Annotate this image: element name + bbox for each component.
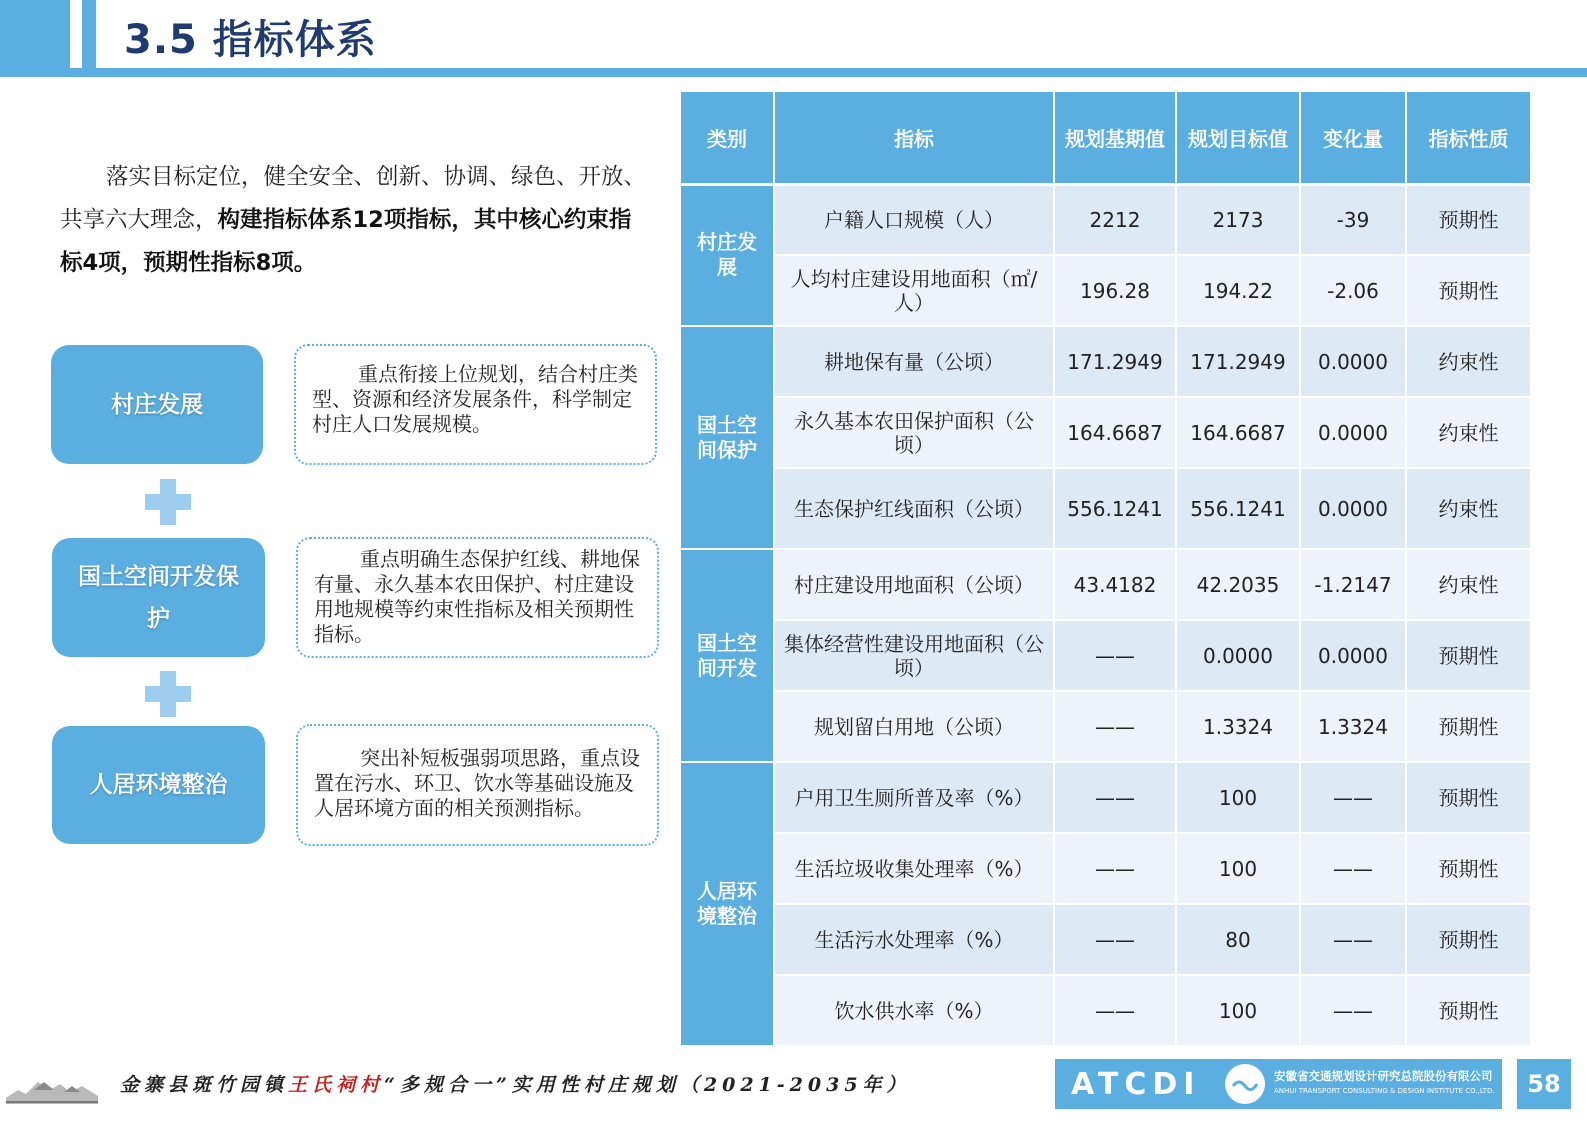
table-group-cell: 人居环境整治: [681, 762, 774, 1046]
table-cell: ——: [1054, 691, 1176, 762]
company-name-cn: 安徽省交通规划设计研究总院股份有限公司: [1274, 1069, 1493, 1083]
table-group-cell: 国土空间保护: [681, 326, 774, 549]
table-cell: 预期性: [1406, 255, 1531, 326]
table-cell: 0.0000: [1300, 326, 1406, 397]
table-cell: 164.6687: [1054, 397, 1176, 468]
table-cell: 饮水供水率（%）: [774, 975, 1054, 1046]
table-cell: 生活污水处理率（%）: [774, 904, 1054, 975]
category-desc-village-development: 重点衔接上位规划，结合村庄类型、资源和经济发展条件，科学制定村庄人口发展规模。: [294, 344, 657, 465]
table-cell: 规划留白用地（公顷）: [774, 691, 1054, 762]
table-cell: 约束性: [1406, 397, 1531, 468]
table-row: [681, 397, 1531, 468]
table-header-cell: 规划基期值: [1054, 92, 1176, 184]
table-group-cell: 国土空间开发: [681, 549, 774, 762]
table-cell: 预期性: [1406, 184, 1531, 255]
table-cell: 户用卫生厕所普及率（%）: [774, 762, 1054, 833]
category-box-living-environment: 人居环境整治: [52, 726, 265, 844]
table-cell: ——: [1054, 762, 1176, 833]
table-cell: 42.2035: [1176, 549, 1300, 620]
table-cell: 约束性: [1406, 326, 1531, 397]
company-logo-banner: [1055, 1059, 1502, 1109]
table-group-cell: 村庄发展: [681, 184, 774, 326]
table-row: [681, 184, 1531, 255]
table-cell: 人均村庄建设用地面积（㎡/人）: [774, 255, 1054, 326]
plus-connector: [145, 479, 191, 525]
table-header-cell: 指标性质: [1406, 92, 1531, 184]
table-cell: ——: [1054, 904, 1176, 975]
table-row: [681, 975, 1531, 1046]
page-title: 3.5 指标体系: [124, 17, 377, 63]
table-header-cell: 类别: [681, 92, 774, 184]
table-cell: 43.4182: [1054, 549, 1176, 620]
footer-project-title: 金寨县斑竹园镇王氏祠村“多规合一”实用性村庄规划（2021-2035年）: [120, 1074, 911, 1096]
table-cell: 预期性: [1406, 904, 1531, 975]
table-header-cell: 指标: [774, 92, 1054, 184]
table-cell: 196.28: [1054, 255, 1176, 326]
table-cell: 100: [1176, 762, 1300, 833]
table-cell: 预期性: [1406, 975, 1531, 1046]
header-gap: [70, 0, 82, 68]
table-header-cell: 变化量: [1300, 92, 1406, 184]
table-cell: 80: [1176, 904, 1300, 975]
table-cell: 村庄建设用地面积（公顷）: [774, 549, 1054, 620]
intro-paragraph: [60, 156, 650, 285]
table-header-row: [681, 92, 1531, 184]
table-cell: ——: [1300, 762, 1406, 833]
category-box-land-development-protection: 国土空间开发保护: [52, 538, 265, 657]
table-cell: 0.0000: [1300, 620, 1406, 691]
table-row: [681, 691, 1531, 762]
table-cell: 生态保护红线面积（公顷）: [774, 468, 1054, 549]
table-row: [681, 549, 1531, 620]
table-cell: ——: [1054, 975, 1176, 1046]
table-row: [681, 762, 1531, 833]
category-desc-land-development-protection: 重点明确生态保护红线、耕地保有量、永久基本农田保护、村庄建设用地规模等约束性指标及相关预期性指标。: [296, 537, 659, 658]
company-logo-mark: ATCDI: [1071, 1067, 1201, 1102]
table-cell: 预期性: [1406, 691, 1531, 762]
table-cell: 2212: [1054, 184, 1176, 255]
table-cell: 164.6687: [1176, 397, 1300, 468]
table-cell: 集体经营性建设用地面积（公顷）: [774, 620, 1054, 691]
table-cell: -39: [1300, 184, 1406, 255]
table-cell: ——: [1300, 975, 1406, 1046]
table-cell: ——: [1054, 620, 1176, 691]
company-emblem-icon: [1225, 1064, 1265, 1104]
header-underline: [0, 68, 1587, 77]
table-cell: 2173: [1176, 184, 1300, 255]
table-cell: 171.2949: [1054, 326, 1176, 397]
table-cell: 171.2949: [1176, 326, 1300, 397]
table-cell: ——: [1300, 833, 1406, 904]
page-number: 58: [1517, 1059, 1571, 1109]
header-accent-block: [0, 0, 70, 68]
village-sketch-image: [4, 1064, 100, 1106]
company-name-en: ANHUI TRANSPORT CONSULTING & DESIGN INSTITUTE CO.,LTD.: [1274, 1087, 1495, 1095]
table-row: [681, 468, 1531, 549]
table-row: [681, 326, 1531, 397]
table-cell: 约束性: [1406, 549, 1531, 620]
table-cell: ——: [1300, 904, 1406, 975]
table-cell: 预期性: [1406, 620, 1531, 691]
category-desc-living-environment: 突出补短板强弱项思路，重点设置在污水、环卫、饮水等基础设施及人居环境方面的相关预测指标。: [296, 724, 659, 846]
intro-bold-text: 构建指标体系12项指标，其中核心约束指标4项，预期性指标8项。: [60, 207, 632, 276]
table-cell: 生活垃圾收集处理率（%）: [774, 833, 1054, 904]
table-cell: 耕地保有量（公顷）: [774, 326, 1054, 397]
table-cell: 556.1241: [1054, 468, 1176, 549]
table-cell: 100: [1176, 975, 1300, 1046]
table-cell: 预期性: [1406, 762, 1531, 833]
indicator-table: [681, 92, 1532, 1047]
table-cell: 1.3324: [1300, 691, 1406, 762]
table-cell: 户籍人口规模（人）: [774, 184, 1054, 255]
table-cell: 约束性: [1406, 468, 1531, 549]
table-row: [681, 255, 1531, 326]
intro-plain-text: 落实目标定位，健全安全、创新、协调、绿色、开放、共享六大理念，: [60, 164, 647, 233]
table-row: [681, 620, 1531, 691]
table-cell: -1.2147: [1300, 549, 1406, 620]
table-cell: -2.06: [1300, 255, 1406, 326]
table-cell: 194.22: [1176, 255, 1300, 326]
plus-connector: [145, 671, 191, 717]
table-cell: ——: [1054, 833, 1176, 904]
table-cell: 0.0000: [1300, 397, 1406, 468]
table-cell: 0.0000: [1300, 468, 1406, 549]
table-cell: 永久基本农田保护面积（公顷）: [774, 397, 1054, 468]
table-cell: 预期性: [1406, 833, 1531, 904]
header-accent-bar: [82, 0, 96, 68]
table-header-cell: 规划目标值: [1176, 92, 1300, 184]
category-box-village-development: 村庄发展: [51, 345, 263, 464]
table-cell: 0.0000: [1176, 620, 1300, 691]
table-cell: 556.1241: [1176, 468, 1300, 549]
table-cell: 1.3324: [1176, 691, 1300, 762]
table-row: [681, 904, 1531, 975]
table-cell: 100: [1176, 833, 1300, 904]
table-row: [681, 833, 1531, 904]
